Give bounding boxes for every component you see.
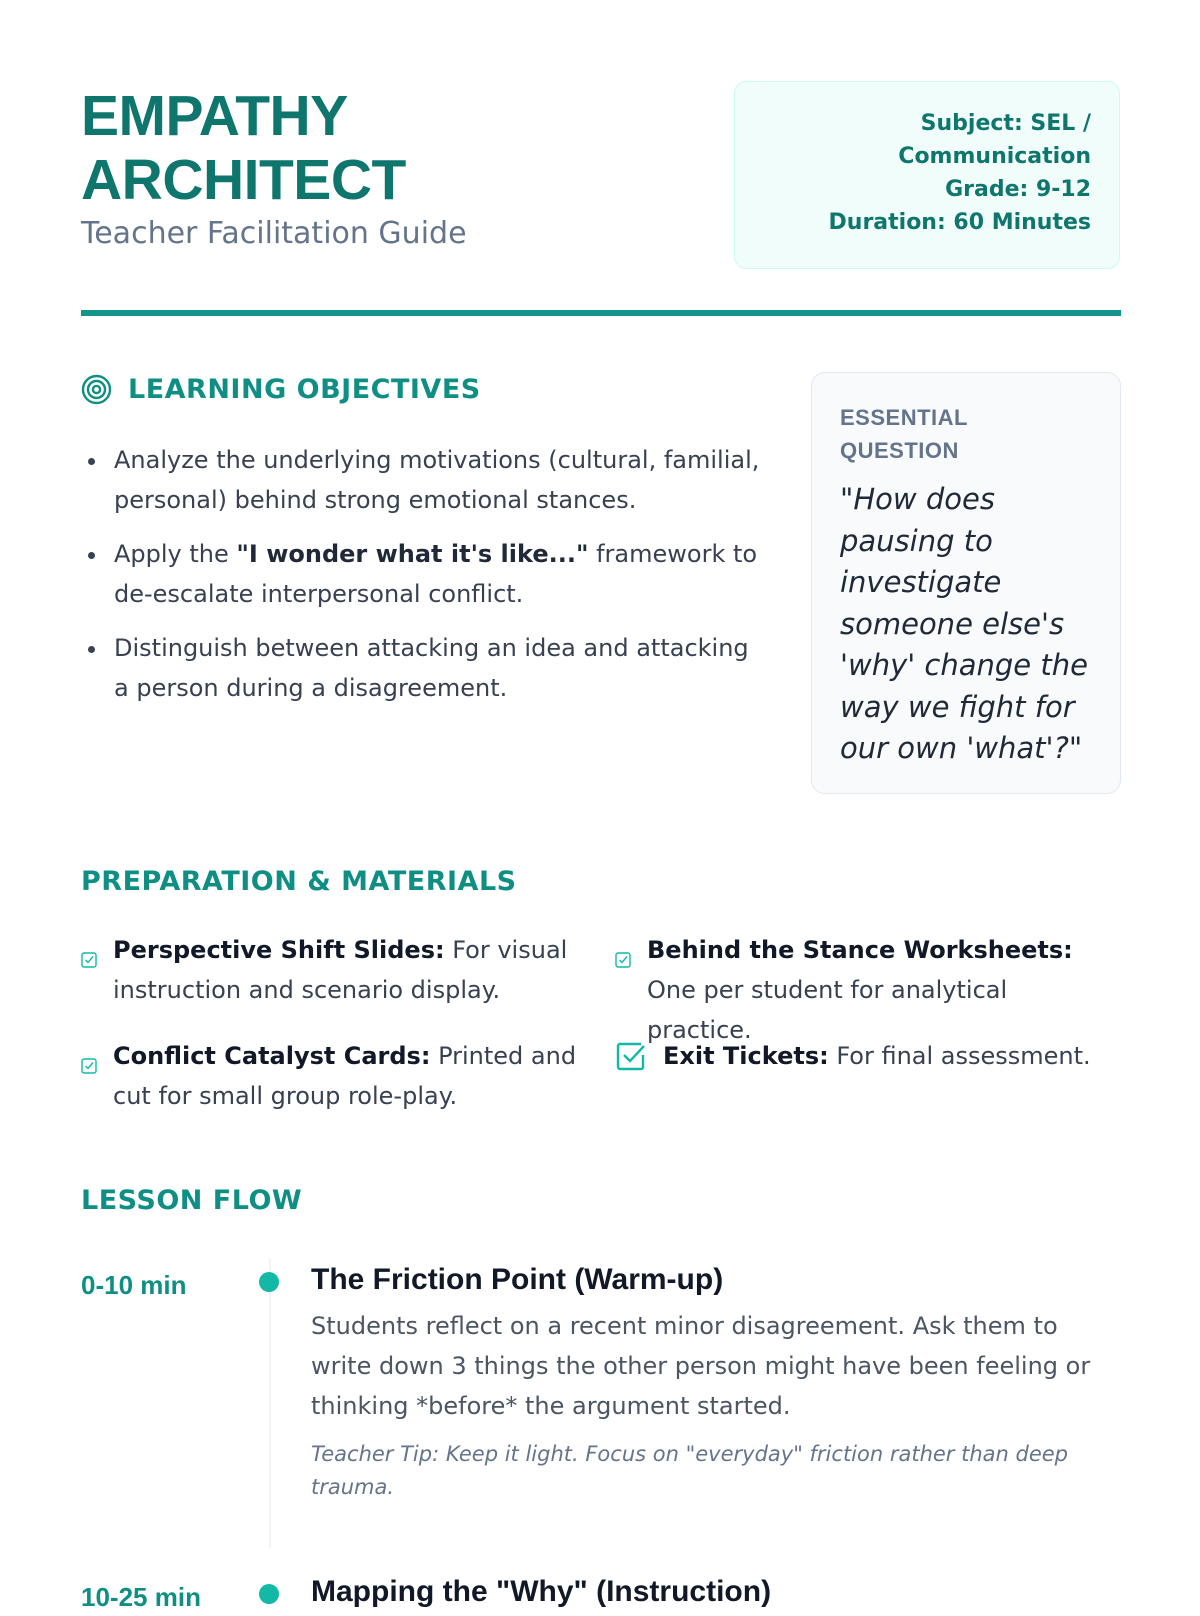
lesson-meta-box (734, 81, 1120, 269)
title-line-1: EMPATHY (81, 84, 348, 148)
meta-subject-line2: Communication (898, 144, 1091, 169)
objective-item-pre: Apply the (114, 540, 237, 568)
material-name: Perspective Shift Slides: (113, 936, 445, 964)
objectives-heading-text: LEARNING OBJECTIVES (128, 374, 481, 405)
objective-item-post: framework to de-escalate interpersonal conflict. (114, 540, 758, 608)
checkbox-icon (615, 1040, 647, 1072)
material-item (81, 930, 581, 1010)
material-text (615, 930, 1115, 1050)
meta-grade: Grade: 9-12 (945, 177, 1091, 202)
material-text (615, 1036, 1115, 1076)
checkbox-icon (615, 940, 631, 956)
step-description: Students reflect on a recent minor disagreement. Ask them to write down 3 things the other person might have been feeling or thinking *before* the argument started. (311, 1312, 1091, 1420)
essential-question-text: "How does pausing to investigate someone else's 'why' change the way we fight for our own 'what'?" (840, 482, 1088, 765)
checkbox-icon (81, 1046, 97, 1062)
timeline-dot (259, 1272, 279, 1292)
objective-item: Analyze the underlying motivations (cultural, familial, personal) behind strong emotional stances. (81, 440, 761, 520)
material-item (615, 1036, 1115, 1076)
material-text (81, 1036, 581, 1116)
step-time: 0-10 min (81, 1270, 187, 1300)
teacher-guide-page (81, 0, 1121, 1612)
title-line-2: ARCHITECT (81, 148, 406, 212)
material-name: Conflict Catalyst Cards: (113, 1042, 431, 1070)
step-body (311, 1568, 1121, 1616)
material-desc: One per student for analytical practice. (647, 976, 1008, 1044)
material-name: Behind the Stance Worksheets: (647, 936, 1073, 964)
page-subtitle: Teacher Facilitation Guide (81, 216, 467, 251)
step-title: The Friction Point (Warm-up) (311, 1263, 724, 1296)
teacher-tip: Teacher Tip: Keep it light. Focus on "everyday" friction rather than deep trauma. (311, 1442, 1069, 1499)
material-desc: For final assessment. (828, 1042, 1091, 1070)
objective-item (81, 534, 761, 614)
checkbox-icon (81, 940, 97, 956)
title-block (81, 84, 467, 254)
objective-item-emphasis: "I wonder what it's like..." (236, 540, 589, 568)
target-icon (81, 374, 112, 405)
page-title (81, 84, 467, 212)
material-item (81, 1036, 581, 1116)
timeline-dot (259, 1584, 279, 1604)
material-item (615, 930, 1115, 1050)
step-body (311, 1256, 1121, 1504)
meta-duration: Duration: 60 Minutes (828, 210, 1091, 235)
material-name: Exit Tickets: (663, 1042, 829, 1070)
material-desc: Printed and cut for small group role-play. (113, 1042, 577, 1110)
material-desc: For visual instruction and scenario display. (113, 936, 568, 1004)
objectives-heading (81, 374, 481, 405)
essential-question-label: ESSENTIAL QUESTION (840, 405, 968, 463)
step-title: Mapping the "Why" (Instruction) (311, 1575, 772, 1608)
meta-subject-line1: Subject: SEL / (920, 111, 1091, 136)
essential-question-box (811, 372, 1121, 794)
step-time: 10-25 min (81, 1582, 201, 1612)
objectives-list (81, 440, 761, 722)
lesson-flow-heading: LESSON FLOW (81, 1185, 303, 1216)
header-divider (81, 310, 1121, 316)
materials-heading: PREPARATION & MATERIALS (81, 866, 517, 897)
objective-item: Distinguish between attacking an idea and attacking a person during a disagreement. (81, 628, 761, 708)
timeline-line (269, 1258, 271, 1548)
material-text (81, 930, 581, 1010)
